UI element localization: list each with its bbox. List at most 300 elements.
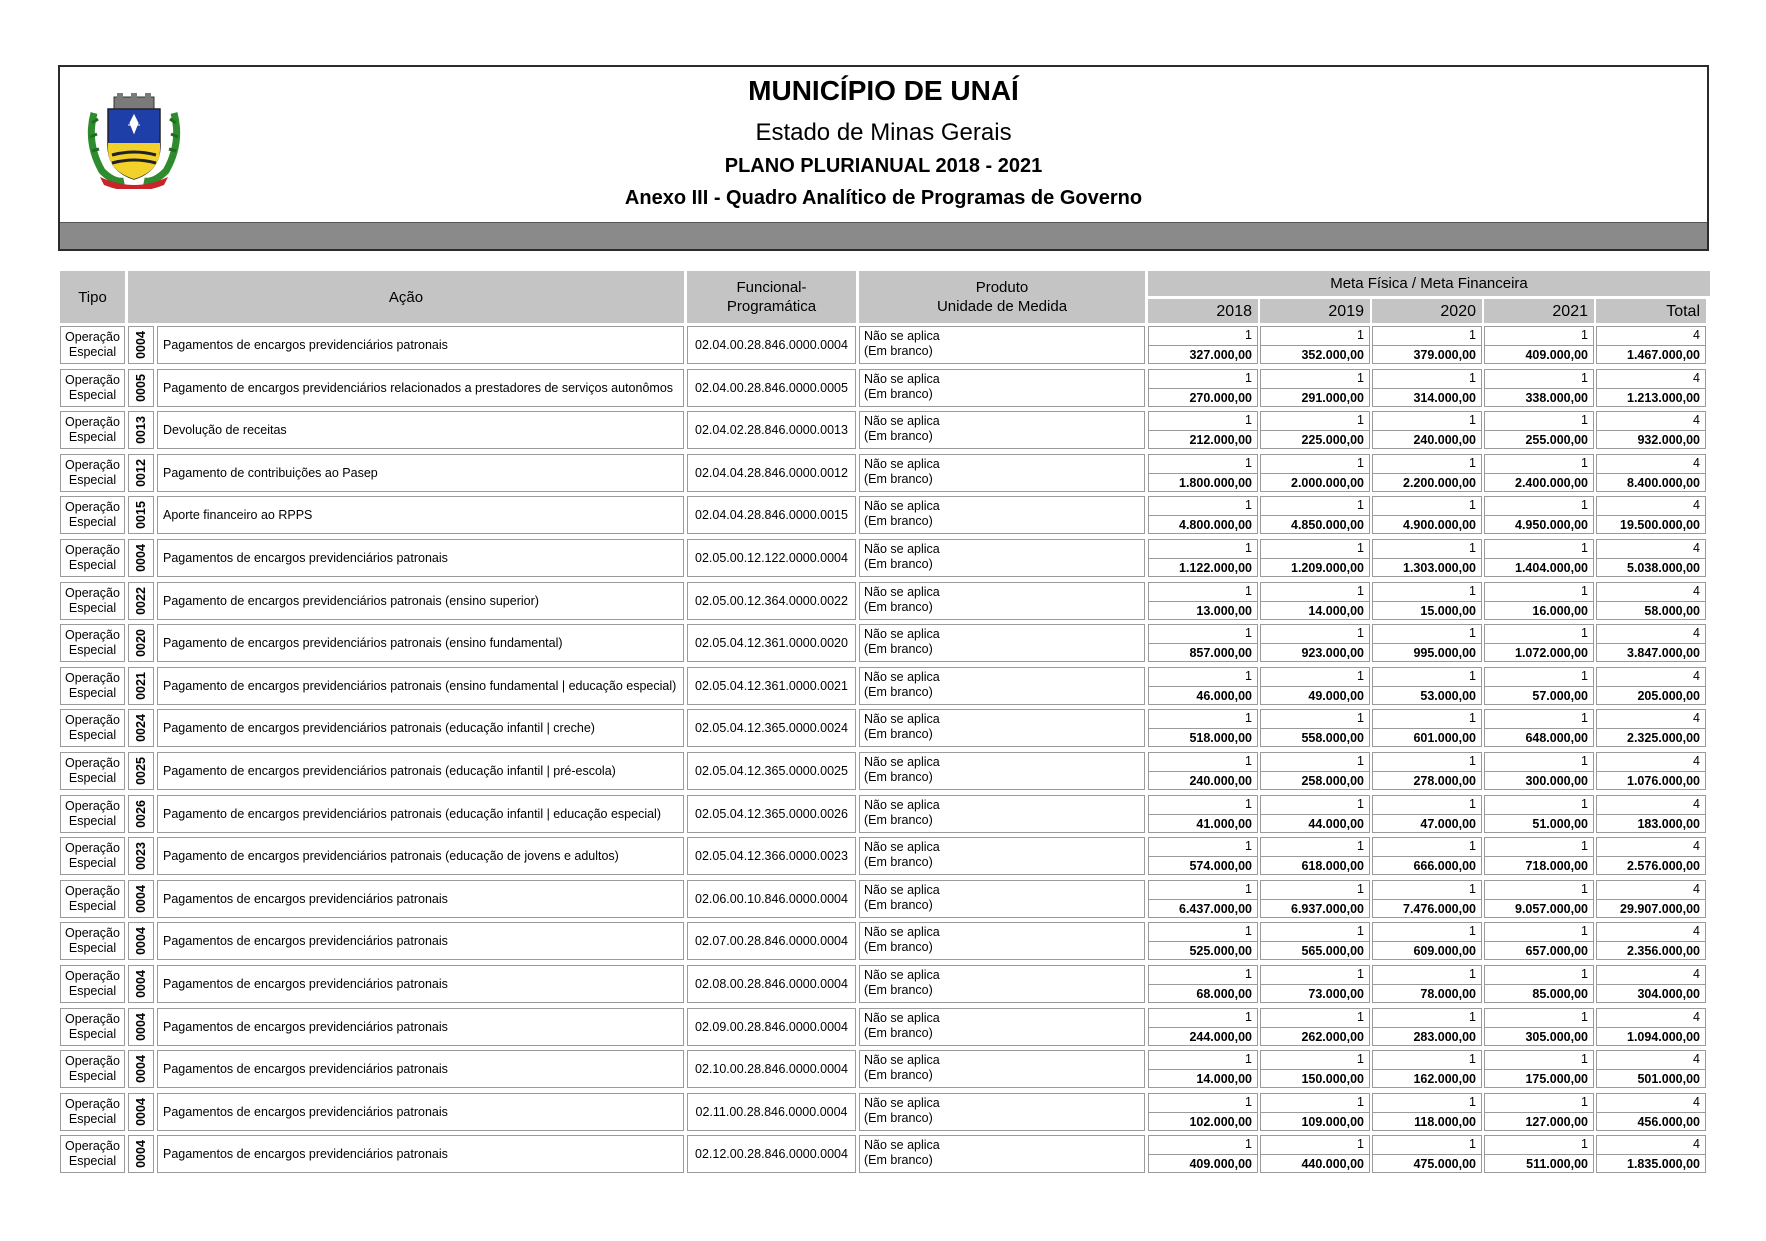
meta-financeira: 352.000,00	[1301, 348, 1364, 362]
meta-fisica: 1	[1469, 1137, 1476, 1152]
meta-cell	[1372, 1093, 1482, 1131]
meta-cell	[1596, 880, 1706, 918]
meta-cell	[1484, 1135, 1594, 1173]
action-code-cell	[128, 539, 154, 577]
table-row	[60, 539, 1710, 577]
unidade-line: (Em branco)	[864, 983, 933, 997]
meta-fisica: 1	[1357, 839, 1364, 854]
meta-fisica: 1	[1469, 583, 1476, 598]
unidade-line: (Em branco)	[864, 1025, 933, 1040]
acao-cell: Pagamentos de encargos previdenciários patronais	[157, 1008, 684, 1046]
table-row	[60, 880, 1710, 918]
meta-fisica: 1	[1245, 1052, 1252, 1067]
tipo-line-1: Operação	[65, 1096, 120, 1111]
unidade-line: (Em branco)	[864, 557, 933, 571]
funcional-cell: 02.05.00.12.122.0000.0004	[687, 539, 856, 577]
tipo-line-1: Operação	[65, 841, 120, 856]
tipo-line-2: Especial	[68, 771, 117, 785]
produto-line: Não se aplica	[864, 755, 940, 769]
meta-financeira: 1.072.000,00	[1515, 646, 1588, 661]
funcional-cell: 02.05.00.12.364.0000.0022	[687, 582, 856, 620]
tipo-cell	[60, 752, 125, 790]
unidade-line: (Em branco)	[864, 471, 933, 486]
action-code: 0015	[134, 501, 148, 530]
meta-cell	[1372, 326, 1482, 364]
meta-fisica: 1	[1581, 1094, 1588, 1109]
tipo-line-1: Operação	[65, 1054, 120, 1069]
table-row	[60, 1135, 1710, 1173]
meta-cell	[1260, 411, 1370, 449]
funcional-cell: 02.10.00.28.846.0000.0004	[687, 1050, 856, 1088]
produto-cell	[859, 837, 1145, 875]
meta-fisica: 1	[1245, 328, 1252, 342]
meta-cell	[1484, 1008, 1594, 1046]
produto-line: Não se aplica	[864, 1095, 940, 1110]
tipo-line-1: Operação	[65, 969, 120, 983]
tipo-line-2: Especial	[68, 898, 117, 913]
meta-fisica: 1	[1357, 626, 1364, 641]
meta-fisica: 1	[1469, 455, 1476, 470]
acao-cell: Pagamento de encargos previdenciários patronais (ensino fundamental)	[157, 624, 684, 662]
action-code-cell	[128, 965, 154, 1003]
unidade-line: (Em branco)	[864, 897, 933, 912]
meta-cell	[1484, 667, 1594, 705]
meta-financeira: 314.000,00	[1413, 390, 1476, 405]
acao-cell: Pagamento de encargos previdenciários patronais (educação infantil | pré-escola)	[157, 752, 684, 790]
meta-financeira: 1.076.000,00	[1627, 774, 1700, 788]
meta-fisica: 4	[1693, 1137, 1700, 1152]
plan-title: PLANO PLURIANUAL 2018 - 2021	[724, 155, 1043, 177]
tipo-line-2: Especial	[68, 558, 117, 572]
meta-cell	[1372, 752, 1482, 790]
meta-fisica: 1	[1469, 413, 1476, 428]
tipo-line-2: Especial	[68, 1069, 117, 1084]
action-code-cell	[128, 1008, 154, 1046]
meta-financeira: 2.325.000,00	[1627, 731, 1700, 746]
meta-financeira: 41.000,00	[1196, 816, 1252, 831]
meta-fisica: 1	[1581, 711, 1588, 726]
meta-financeira: 118.000,00	[1414, 1114, 1476, 1129]
action-code: 0026	[134, 799, 148, 828]
meta-financeira: 6.937.000,00	[1291, 901, 1364, 916]
meta-cell	[1148, 582, 1258, 620]
produto-cell	[859, 667, 1145, 705]
action-code-cell	[128, 454, 154, 492]
tipo-line-1: Operação	[65, 415, 120, 430]
meta-fisica: 1	[1581, 413, 1588, 428]
unidade-line: (Em branco)	[864, 1110, 933, 1125]
tipo-line-2: Especial	[68, 984, 117, 998]
meta-fisica: 4	[1693, 796, 1700, 811]
tipo-line-1: Operação	[65, 500, 120, 515]
funcional-cell: 02.04.04.28.846.0000.0012	[687, 454, 856, 492]
meta-fisica: 4	[1693, 626, 1700, 641]
meta-cell	[1148, 880, 1258, 918]
meta-financeira: 409.000,00	[1189, 1157, 1252, 1172]
acao-cell: Pagamento de encargos previdenciários patronais (ensino fundamental | educação especial)	[157, 667, 684, 705]
meta-fisica: 1	[1469, 370, 1476, 385]
meta-fisica: 1	[1469, 711, 1476, 726]
unidade-line: (Em branco)	[864, 812, 933, 827]
produto-cell	[859, 1008, 1145, 1046]
meta-cell	[1372, 1008, 1482, 1046]
tipo-line-2: Especial	[68, 941, 117, 956]
table-row	[60, 922, 1710, 960]
meta-financeira: 205.000,00	[1637, 688, 1700, 703]
meta-cell	[1484, 880, 1594, 918]
year-header-2019: 2019	[1260, 299, 1370, 323]
action-code: 0004	[134, 1012, 148, 1041]
acao-cell: Devolução de receitas	[157, 411, 684, 449]
meta-fisica: 1	[1245, 924, 1252, 939]
tipo-line-2: Especial	[68, 728, 117, 743]
action-code-cell	[128, 880, 154, 918]
meta-financeira: 1.094.000,00	[1627, 1029, 1700, 1044]
meta-cell	[1372, 795, 1482, 833]
meta-fisica: 1	[1469, 839, 1476, 854]
action-code-cell	[128, 1050, 154, 1088]
acao-cell: Pagamento de contribuições ao Pasep	[157, 454, 684, 492]
meta-fisica: 1	[1581, 370, 1588, 385]
produto-line: Não se aplica	[864, 542, 940, 556]
meta-fisica: 1	[1245, 541, 1252, 555]
meta-financeira: 456.000,00	[1637, 1114, 1700, 1129]
meta-financeira: 4.850.000,00	[1291, 518, 1364, 533]
meta-cell	[1260, 326, 1370, 364]
meta-cell	[1484, 709, 1594, 747]
meta-financeira: 4.800.000,00	[1179, 518, 1252, 533]
year-header-2021: 2021	[1484, 299, 1594, 323]
meta-fisica: 1	[1245, 583, 1252, 598]
produto-line: Não se aplica	[864, 414, 940, 429]
acao-cell: Aporte financeiro ao RPPS	[157, 496, 684, 534]
tipo-line-2: Especial	[68, 856, 117, 871]
meta-cell	[1372, 454, 1482, 492]
meta-financeira: 13.000,00	[1196, 603, 1252, 618]
unidade-line: (Em branco)	[864, 940, 933, 955]
meta-fisica: 1	[1357, 328, 1364, 342]
meta-financeira: 47.000,00	[1420, 816, 1476, 831]
meta-cell	[1596, 965, 1706, 1003]
meta-cell	[1372, 667, 1482, 705]
produto-cell	[859, 1050, 1145, 1088]
meta-financeira: 57.000,00	[1532, 688, 1588, 703]
tipo-line-1: Operação	[65, 372, 120, 387]
tipo-cell	[60, 1093, 125, 1131]
unidade-line: (Em branco)	[864, 770, 933, 784]
meta-fisica: 1	[1581, 455, 1588, 470]
meta-financeira: 73.000,00	[1308, 987, 1364, 1001]
meta-cell	[1260, 454, 1370, 492]
annex-title: Anexo III - Quadro Analítico de Programas de Governo	[624, 187, 1143, 209]
acao-cell: Pagamentos de encargos previdenciários patronais	[157, 326, 684, 364]
acao-cell: Pagamentos de encargos previdenciários patronais	[157, 1050, 684, 1088]
meta-cell	[1484, 1050, 1594, 1088]
tipo-line-1: Operação	[65, 883, 120, 898]
meta-fisica: 1	[1469, 1009, 1476, 1024]
funcional-cell: 02.06.00.10.846.0000.0004	[687, 880, 856, 918]
meta-cell	[1148, 496, 1258, 534]
tipo-line-1: Operação	[65, 628, 120, 643]
meta-cell	[1372, 922, 1482, 960]
meta-cell	[1484, 624, 1594, 662]
meta-financeira: 932.000,00	[1637, 433, 1700, 448]
meta-cell	[1148, 454, 1258, 492]
column-header-produto	[859, 271, 1145, 323]
meta-fisica: 1	[1357, 754, 1364, 768]
produto-cell	[859, 1135, 1145, 1173]
acao-cell: Pagamentos de encargos previdenciários patronais	[157, 539, 684, 577]
tipo-line-1: Operação	[65, 713, 120, 728]
action-code-cell	[128, 369, 154, 407]
meta-fisica: 1	[1357, 924, 1364, 939]
funcional-cell: 02.04.02.28.846.0000.0013	[687, 411, 856, 449]
meta-financeira: 1.122.000,00	[1179, 561, 1252, 575]
meta-financeira: 162.000,00	[1413, 1072, 1476, 1087]
table-row	[60, 837, 1710, 875]
table-row	[60, 369, 1710, 407]
acao-cell: Pagamentos de encargos previdenciários patronais	[157, 965, 684, 1003]
meta-cell	[1596, 624, 1706, 662]
year-header-2018: 2018	[1148, 299, 1258, 323]
meta-cell	[1484, 582, 1594, 620]
meta-financeira: 44.000,00	[1308, 816, 1364, 831]
meta-cell	[1484, 965, 1594, 1003]
tipo-cell	[60, 880, 125, 918]
meta-cell	[1148, 709, 1258, 747]
meta-financeira: 995.000,00	[1413, 646, 1476, 661]
meta-financeira: 109.000,00	[1301, 1114, 1364, 1129]
meta-financeira: 212.000,00	[1189, 433, 1252, 448]
meta-financeira: 525.000,00	[1189, 944, 1252, 959]
meta-financeira: 15.000,00	[1420, 603, 1476, 618]
meta-fisica: 1	[1581, 541, 1588, 555]
produto-cell	[859, 411, 1145, 449]
unidade-line: (Em branco)	[864, 344, 933, 358]
tipo-cell	[60, 922, 125, 960]
meta-fisica: 1	[1469, 967, 1476, 981]
meta-cell	[1596, 369, 1706, 407]
tipo-cell	[60, 965, 125, 1003]
tipo-cell	[60, 411, 125, 449]
meta-financeira: 68.000,00	[1196, 987, 1252, 1001]
funcional-cell: 02.04.04.28.846.0000.0015	[687, 496, 856, 534]
action-code: 0022	[134, 586, 148, 615]
meta-fisica: 4	[1693, 839, 1700, 854]
action-code-cell	[128, 1135, 154, 1173]
meta-cell	[1596, 411, 1706, 449]
meta-cell	[1596, 454, 1706, 492]
meta-financeira: 150.000,00	[1301, 1072, 1364, 1087]
produto-line: Não se aplica	[864, 925, 940, 940]
meta-financeira: 225.000,00	[1301, 433, 1364, 448]
meta-fisica: 1	[1245, 626, 1252, 641]
produto-cell	[859, 752, 1145, 790]
meta-financeira: 6.437.000,00	[1179, 901, 1252, 916]
funcional-cell: 02.04.00.28.846.0000.0004	[687, 326, 856, 364]
funcional-cell: 02.05.04.12.365.0000.0025	[687, 752, 856, 790]
tipo-cell	[60, 582, 125, 620]
meta-cell	[1148, 752, 1258, 790]
meta-financeira: 255.000,00	[1525, 433, 1588, 448]
meta-fisica: 1	[1469, 1094, 1476, 1109]
meta-cell	[1260, 1093, 1370, 1131]
acao-cell: Pagamento de encargos previdenciários patronais (educação infantil | educação especial)	[157, 795, 684, 833]
meta-fisica: 1	[1357, 1137, 1364, 1152]
meta-fisica: 1	[1245, 1009, 1252, 1024]
tipo-line-2: Especial	[68, 515, 117, 530]
meta-financeira: 923.000,00	[1301, 646, 1364, 661]
tipo-line-2: Especial	[68, 472, 117, 487]
tipo-line-2: Especial	[68, 1111, 117, 1126]
meta-financeira: 305.000,00	[1525, 1029, 1588, 1044]
meta-financeira: 618.000,00	[1301, 859, 1364, 874]
meta-cell	[1596, 1050, 1706, 1088]
meta-financeira: 666.000,00	[1413, 859, 1476, 874]
produto-cell	[859, 326, 1145, 364]
unidade-line: (Em branco)	[864, 514, 933, 529]
action-code-cell	[128, 752, 154, 790]
produto-cell	[859, 454, 1145, 492]
action-code: 0025	[134, 757, 148, 785]
meta-fisica: 4	[1693, 881, 1700, 896]
meta-cell	[1148, 1093, 1258, 1131]
table-row	[60, 1050, 1710, 1088]
meta-fisica: 1	[1357, 541, 1364, 555]
meta-cell	[1372, 1050, 1482, 1088]
tipo-cell	[60, 837, 125, 875]
tipo-line-1: Operação	[65, 457, 120, 472]
produto-cell	[859, 539, 1145, 577]
meta-financeira: 609.000,00	[1413, 944, 1476, 959]
funcional-cell: 02.05.04.12.365.0000.0024	[687, 709, 856, 747]
header-divider-bar	[60, 222, 1707, 249]
unidade-line: (Em branco)	[864, 1068, 933, 1083]
unidade-line: (Em branco)	[864, 642, 933, 657]
meta-financeira: 2.000.000,00	[1291, 475, 1364, 490]
report-header	[58, 65, 1709, 251]
action-code: 0004	[134, 1140, 148, 1169]
action-code: 0020	[134, 629, 148, 658]
meta-financeira: 304.000,00	[1637, 987, 1700, 1001]
meta-cell	[1148, 326, 1258, 364]
meta-cell	[1372, 411, 1482, 449]
action-code: 0005	[134, 373, 148, 402]
meta-financeira: 300.000,00	[1525, 774, 1588, 788]
produto-line: Não se aplica	[864, 882, 940, 897]
action-code: 0023	[134, 842, 148, 871]
meta-financeira: 16.000,00	[1532, 603, 1588, 618]
meta-fisica: 4	[1693, 754, 1700, 768]
meta-fisica: 1	[1357, 711, 1364, 726]
meta-cell	[1260, 1135, 1370, 1173]
meta-fisica: 4	[1693, 711, 1700, 726]
unidade-line: (Em branco)	[864, 684, 933, 699]
meta-financeira: 291.000,00	[1301, 390, 1364, 405]
meta-financeira: 53.000,00	[1420, 688, 1476, 703]
acao-cell: Pagamentos de encargos previdenciários patronais	[157, 880, 684, 918]
meta-financeira: 78.000,00	[1420, 987, 1476, 1001]
meta-cell	[1148, 1008, 1258, 1046]
action-code-cell	[128, 837, 154, 875]
meta-financeira: 565.000,00	[1301, 944, 1364, 959]
meta-fisica: 1	[1357, 1009, 1364, 1024]
produto-line: Não se aplica	[864, 968, 940, 982]
funcional-cell: 02.09.00.28.846.0000.0004	[687, 1008, 856, 1046]
meta-cell	[1372, 965, 1482, 1003]
meta-financeira: 8.400.000,00	[1627, 475, 1700, 490]
meta-cell	[1372, 624, 1482, 662]
meta-financeira: 7.476.000,00	[1403, 901, 1476, 916]
meta-cell	[1484, 795, 1594, 833]
meta-financeira: 1.835.000,00	[1627, 1157, 1700, 1172]
table-row	[60, 795, 1710, 833]
meta-fisica: 1	[1469, 626, 1476, 641]
meta-fisica: 1	[1245, 370, 1252, 385]
funcional-cell: 02.05.04.12.365.0000.0026	[687, 795, 856, 833]
meta-cell	[1596, 1135, 1706, 1173]
meta-fisica: 4	[1693, 1052, 1700, 1067]
meta-financeira: 2.400.000,00	[1515, 475, 1588, 490]
meta-financeira: 338.000,00	[1525, 390, 1588, 405]
meta-cell	[1596, 709, 1706, 747]
table-row	[60, 667, 1710, 705]
produto-line: Não se aplica	[864, 1053, 940, 1068]
action-code: 0004	[134, 1055, 148, 1084]
action-code: 0013	[134, 416, 148, 445]
produto-cell	[859, 795, 1145, 833]
meta-fisica: 1	[1581, 881, 1588, 896]
action-code-cell	[128, 496, 154, 534]
action-code: 0004	[134, 1097, 148, 1126]
meta-cell	[1372, 709, 1482, 747]
meta-financeira: 657.000,00	[1525, 944, 1588, 959]
meta-cell	[1148, 411, 1258, 449]
action-code: 0004	[134, 927, 148, 956]
meta-financeira: 85.000,00	[1532, 987, 1588, 1001]
meta-cell	[1260, 624, 1370, 662]
meta-cell	[1260, 880, 1370, 918]
produto-line: Não se aplica	[864, 371, 940, 386]
acao-cell: Pagamento de encargos previdenciários patronais (ensino superior)	[157, 582, 684, 620]
funcional-cell: 02.05.04.12.361.0000.0021	[687, 667, 856, 705]
tipo-cell	[60, 1050, 125, 1088]
meta-financeira: 46.000,00	[1196, 688, 1252, 703]
table-row	[60, 582, 1710, 620]
meta-fisica: 1	[1469, 1052, 1476, 1067]
table-row	[60, 454, 1710, 492]
meta-fisica: 1	[1357, 370, 1364, 385]
meta-financeira: 175.000,00	[1525, 1072, 1588, 1087]
meta-cell	[1148, 369, 1258, 407]
meta-financeira: 5.038.000,00	[1627, 561, 1700, 575]
tipo-cell	[60, 1135, 125, 1173]
tipo-line-1: Operação	[65, 330, 120, 344]
meta-financeira: 718.000,00	[1525, 859, 1588, 874]
meta-financeira: 51.000,00	[1532, 816, 1588, 831]
meta-fisica: 4	[1693, 413, 1700, 428]
meta-financeira: 58.000,00	[1644, 603, 1700, 618]
meta-financeira: 183.000,00	[1637, 816, 1700, 831]
meta-fisica: 1	[1357, 1052, 1364, 1067]
meta-fisica: 1	[1581, 924, 1588, 939]
meta-fisica: 1	[1245, 498, 1252, 513]
tipo-line-2: Especial	[68, 345, 117, 359]
tipo-cell	[60, 369, 125, 407]
funcional-cell: 02.12.00.28.846.0000.0004	[687, 1135, 856, 1173]
meta-fisica: 1	[1469, 881, 1476, 896]
produto-cell	[859, 922, 1145, 960]
